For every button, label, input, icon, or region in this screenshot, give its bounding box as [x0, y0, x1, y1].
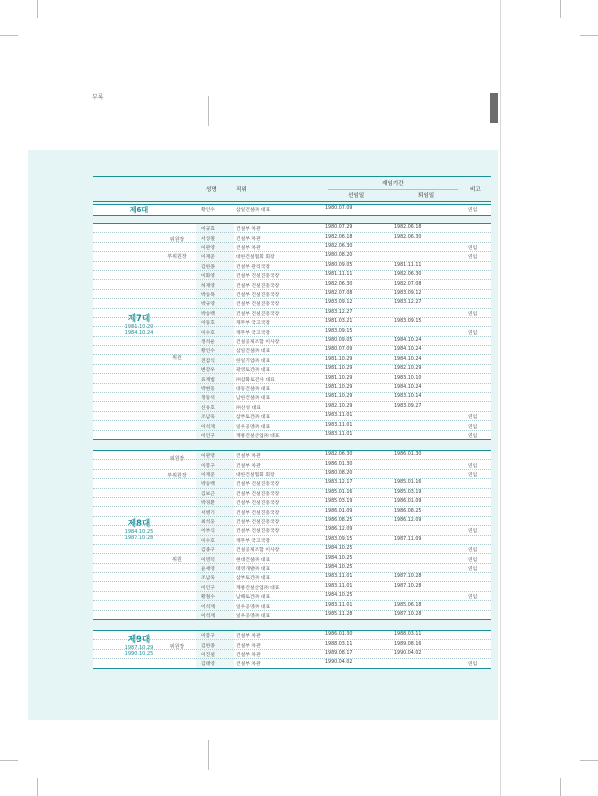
cell-name: 변강우	[201, 368, 215, 374]
cell-name: 김한종	[201, 643, 215, 649]
table-row	[93, 564, 491, 573]
cell-pos: 일우공영㈜ 대표	[236, 604, 271, 610]
cell-name: 윤세영	[201, 566, 215, 572]
cell-pos: 대한건설협회 회장	[236, 473, 275, 479]
cell-pos: 건설공제조합 이사장	[236, 548, 280, 554]
cell-start: 1981.10.29	[325, 366, 353, 372]
cell-note: 연임	[468, 330, 478, 336]
cell-pos: 건설부 건설진흥국장	[236, 520, 280, 526]
cell-pos: 건설부 건설진흥국장	[236, 501, 280, 507]
header-end: 퇴임일	[418, 193, 435, 199]
cell-pos: 건설부 관리국장	[236, 264, 270, 270]
table-row	[93, 601, 491, 610]
cell-pos: 계룡건설산업㈜ 대표	[236, 585, 280, 591]
table-row	[93, 421, 491, 430]
table-row	[93, 309, 491, 318]
cell-start: 1983.11.01	[325, 602, 353, 608]
gen-title: 제8대	[127, 518, 151, 529]
cell-start: 1982.06.18	[325, 234, 353, 240]
table-row	[93, 243, 491, 252]
table-row	[93, 592, 491, 601]
cell-name: 표재범	[201, 377, 215, 383]
cell-start: 1984.10.25	[325, 546, 353, 552]
cell-pos: 건설부 건설진흥국장	[236, 283, 280, 289]
cell-start: 1980.08.20	[325, 253, 353, 259]
table-row	[93, 554, 491, 563]
cell-start: 1980.09.05	[325, 262, 353, 268]
cell-end: 1983.12.27	[394, 300, 422, 306]
cell-pos: 한일기업㈜ 대표	[236, 358, 271, 364]
table-row	[93, 393, 491, 402]
cell-name: 조남욱	[201, 415, 215, 421]
cell-pos: 계룡건설산업㈜ 대표	[236, 433, 280, 439]
cell-start: 1986.01.30	[325, 461, 353, 467]
table-row	[93, 498, 491, 507]
cell-name: 박승백	[201, 482, 215, 488]
cell-name: 황인수	[201, 349, 215, 355]
table-row	[93, 536, 491, 545]
cell-name: 이석재	[201, 424, 215, 430]
cell-name: 이수호	[201, 330, 215, 336]
cell-name: 정동석	[201, 396, 215, 402]
cell-name: 김보근	[201, 491, 215, 497]
section-g9	[93, 630, 491, 669]
cell-end: 1983.10.14	[394, 394, 422, 400]
role-label: 위원장	[169, 237, 185, 243]
cell-note: 연임	[468, 255, 478, 261]
cell-start: 1984.10.25	[325, 593, 353, 599]
cell-pos: 건설부 차관	[236, 463, 261, 469]
cell-end: 1986.01.30	[394, 452, 422, 458]
cell-pos: 삼부토건㈜ 대표	[236, 576, 271, 582]
cell-name: 이부식	[201, 529, 215, 535]
cell-start: 1982.06.30	[325, 452, 353, 458]
cell-start: 1983.11.01	[325, 431, 353, 437]
cell-pos: 재무부 국고국장	[236, 321, 270, 327]
cell-name: 김태영	[201, 662, 215, 668]
header-term: 재임기간	[382, 181, 404, 187]
gen-date: 1984.10.24	[124, 330, 154, 336]
cell-name: 이인구	[201, 433, 215, 439]
cell-name: 이석재	[201, 604, 215, 610]
role-label: 위원	[172, 355, 182, 361]
cell-end: 1985.01.16	[394, 480, 422, 486]
cell-end: 1982.06.30	[394, 272, 422, 278]
cell-start: 1980.07.09	[325, 206, 353, 212]
table-row	[93, 374, 491, 383]
cell-end: 1984.10.24	[394, 384, 422, 390]
table-row	[93, 346, 491, 355]
cell-end: 1985.03.19	[394, 489, 422, 495]
cell-name: 이봉구	[201, 634, 215, 640]
cell-start: 1983.12.27	[325, 309, 353, 315]
cell-name: 박규영	[201, 302, 215, 308]
cell-name: 이영덕	[201, 557, 215, 563]
cell-pos: ㈜삼화토건사 대표	[236, 377, 275, 383]
cell-pos: 건설부 차관	[236, 236, 261, 242]
cell-start: 1986.08.25	[325, 518, 353, 524]
cell-pos: 건설부 차관	[236, 643, 261, 649]
cell-start: 1981.03.21	[325, 319, 353, 325]
table-row	[93, 233, 491, 242]
cell-start: 1989.08.17	[325, 651, 353, 657]
cell-name: 박승목	[201, 293, 215, 299]
cell-pos: ㈜신성 대표	[236, 405, 261, 411]
cell-name: 이재준	[201, 255, 215, 261]
cell-note: 연임	[468, 557, 478, 563]
table-row	[93, 650, 491, 659]
cell-end: 1988.03.11	[394, 632, 422, 638]
cell-start: 1988.03.11	[325, 641, 353, 647]
cell-end: 1983.09.27	[394, 403, 422, 409]
cell-pos: 건설부 차관	[236, 454, 261, 460]
cell-pos: 건설부 차관	[236, 653, 261, 659]
cell-name: 이인구	[201, 585, 215, 591]
cell-name: 이화영	[201, 274, 215, 280]
cell-name: 이규효	[201, 227, 215, 233]
cell-start: 1980.07.29	[325, 225, 353, 231]
table-row	[93, 280, 491, 289]
cell-start: 1982.07.08	[325, 291, 353, 297]
cell-start: 1982.06.30	[325, 244, 353, 250]
cell-name: 박현동	[201, 386, 215, 392]
cell-end: 1987.11.09	[394, 536, 422, 542]
gen-title: 제7대	[127, 314, 151, 324]
table-row	[93, 517, 491, 526]
cell-pos: 재무부 국고국장	[236, 538, 270, 544]
table-row	[93, 460, 491, 469]
cell-start: 1980.08.20	[325, 471, 353, 477]
role-label: 위원장	[169, 455, 185, 462]
cell-end: 1983.09.12	[394, 291, 422, 297]
header-start: 선임일	[348, 193, 365, 199]
cell-end: 1986.01.09	[394, 499, 422, 505]
cell-pos: 일우공영㈜ 대표	[236, 424, 271, 430]
cell-pos: 건설부 건설진흥국장	[236, 293, 280, 299]
cell-note: 연임	[468, 566, 478, 572]
table-row	[93, 412, 491, 421]
page-label: 부록	[92, 94, 104, 101]
role-label: 위원장	[169, 644, 185, 651]
gen-date: 1990.10.25	[124, 651, 154, 658]
gen-date: 1987.10.28	[124, 534, 154, 541]
cell-name: 이수호	[201, 538, 215, 544]
cell-name: 이동호	[201, 321, 215, 327]
cell-end: 1983.09.15	[394, 319, 422, 325]
cell-name: 서상철	[201, 236, 215, 242]
table-row	[93, 640, 491, 652]
gen-title: 제9대	[127, 635, 151, 646]
cell-name: 김종구	[201, 548, 215, 554]
cell-name: 정석운	[201, 339, 215, 345]
cell-name: 이진설	[201, 653, 215, 659]
cell-end: 1987.10.28	[394, 611, 422, 617]
cell-end: 1981.11.11	[394, 262, 422, 268]
table-row	[93, 507, 491, 516]
cell-end: 1982.06.18	[394, 225, 422, 231]
role-label: 위원	[172, 556, 182, 563]
cell-end: 1983.10.10	[394, 375, 422, 381]
cell-start: 1985.03.19	[325, 499, 353, 505]
cell-end: 1989.08.16	[394, 641, 422, 647]
cell-name: 조남욱	[201, 576, 215, 582]
cell-start: 1981.10.29	[325, 384, 353, 390]
header-position: 직위	[236, 187, 247, 193]
cell-pos: 건설공제조합 이사장	[236, 339, 280, 345]
header-note: 비고	[470, 187, 481, 193]
cell-pos: 건설부 건설진흥국장	[236, 491, 280, 497]
table-row	[93, 355, 491, 364]
cell-start: 1983.11.01	[325, 583, 353, 589]
cell-pos: 건설부 차관	[236, 246, 261, 252]
cell-start: 1981.10.29	[325, 375, 353, 381]
cell-name: 이석재	[201, 613, 215, 619]
cell-note: 연임	[468, 473, 478, 479]
section-g8	[93, 450, 491, 620]
cell-pos: 건설부 건설진흥국장	[236, 274, 280, 280]
cell-start: 1983.11.01	[325, 413, 353, 419]
cell-name: 황인수	[201, 208, 215, 214]
cell-pos: 대동건설㈜ 대표	[236, 386, 271, 392]
cell-start: 1980.09.05	[325, 337, 353, 343]
cell-name: 황철수	[201, 595, 215, 601]
cell-start: 1984.10.25	[325, 564, 353, 570]
table-row	[93, 337, 491, 346]
cell-start: 1986.01.30	[325, 632, 353, 638]
cell-pos: 건설부 차관	[236, 227, 261, 233]
cell-end: 1984.10.24	[394, 356, 422, 362]
cell-name: 이관영	[201, 246, 215, 252]
cell-pos: 남해토건㈜ 대표	[236, 595, 271, 601]
table-row	[93, 402, 491, 411]
committee-table	[93, 176, 491, 669]
table-row	[93, 384, 491, 393]
table-row	[93, 299, 491, 308]
gen-date: 1981.10.29	[124, 324, 154, 330]
cell-pos: 건설부 차관	[236, 662, 261, 668]
gen-date: 1984.10.25	[124, 528, 154, 535]
cell-name: 이재준	[201, 473, 215, 479]
cell-name: 허재영	[201, 283, 215, 289]
table-row	[93, 271, 491, 280]
cell-note: 연임	[468, 311, 478, 317]
cell-note: 연임	[468, 463, 478, 469]
cell-end: 1984.10.24	[394, 337, 422, 343]
cell-note: 연임	[468, 595, 478, 601]
table-row	[93, 262, 491, 271]
cell-name: 신유호	[201, 405, 215, 411]
cell-start: 1986.01.09	[325, 508, 353, 514]
cell-end: 1984.10.24	[394, 347, 422, 353]
cell-start: 1981.10.29	[325, 394, 353, 400]
cell-end: 1987.10.28	[394, 583, 422, 589]
cell-name: 최석웅	[201, 520, 215, 526]
cell-end: 1982.06.30	[394, 234, 422, 240]
cell-pos: 삼일건설㈜ 대표	[236, 208, 271, 214]
cell-note: 연임	[468, 662, 478, 668]
section-g7	[93, 223, 491, 440]
table-row	[93, 545, 491, 554]
gen-title: 제6대	[129, 206, 149, 214]
cell-pos: 대한건설협회 회장	[236, 255, 275, 261]
table-row	[93, 470, 491, 479]
cell-start: 1980.07.09	[325, 347, 353, 353]
cell-end: 1986.12.09	[394, 518, 422, 524]
table-row	[93, 451, 491, 460]
cell-pos: 재무부 국고국장	[236, 330, 270, 336]
table-row	[93, 573, 491, 582]
cell-start: 1983.11.01	[325, 574, 353, 580]
cell-name: 박승백	[201, 311, 215, 317]
table-row	[93, 224, 491, 233]
table-row	[93, 526, 491, 535]
table-row	[93, 252, 491, 261]
cell-name: 이관영	[201, 454, 215, 460]
cell-start: 1986.12.09	[325, 527, 353, 533]
cell-start: 1983.09.15	[325, 536, 353, 542]
cell-end: 1987.10.28	[394, 574, 422, 580]
cell-start: 1983.12.17	[325, 480, 353, 486]
cell-start: 1983.09.15	[325, 328, 353, 334]
cell-pos: 광영토건㈜ 대표	[236, 368, 271, 374]
section-g6	[93, 204, 491, 216]
cell-start: 1983.11.01	[325, 422, 353, 428]
cell-note: 연임	[468, 529, 478, 535]
cell-start: 1990.04.02	[325, 660, 353, 666]
cell-end: 1982.10.29	[394, 366, 422, 372]
cell-pos: 일우공영㈜ 대표	[236, 613, 271, 619]
cell-pos: 건설부 차관	[236, 634, 261, 640]
cell-pos: 남한건설㈜ 대표	[236, 396, 271, 402]
cell-note: 연임	[468, 548, 478, 554]
cell-note: 연임	[468, 208, 478, 214]
table-row	[93, 290, 491, 299]
cell-pos: 건설부 건설진흥국장	[236, 529, 280, 535]
cell-start: 1982.06.30	[325, 281, 353, 287]
cell-start: 1985.11.28	[325, 611, 353, 617]
header-name: 성명	[206, 187, 217, 193]
cell-pos: 건설부 건설진흥국장	[236, 311, 280, 317]
table-row	[93, 327, 491, 336]
table-row	[93, 318, 491, 327]
cell-end: 1985.06.18	[394, 602, 422, 608]
cell-pos: 태영개발㈜ 대표	[236, 566, 271, 572]
table-row	[93, 489, 491, 498]
cell-name: 박경환	[201, 501, 215, 507]
cell-pos: 건설부 건설진흥국장	[236, 302, 280, 308]
cell-note: 연임	[468, 246, 478, 252]
gen-date: 1987.10.29	[124, 645, 154, 652]
cell-pos: 건설부 건설진흥국장	[236, 482, 280, 488]
cell-name: 김한종	[201, 264, 215, 270]
table-row	[93, 611, 491, 619]
cell-start: 1984.10.25	[325, 555, 353, 561]
cell-end: 1986.08.25	[394, 508, 422, 514]
table-row	[93, 431, 491, 439]
cell-name: 이봉구	[201, 463, 215, 469]
table-row	[93, 365, 491, 374]
cell-pos: 현대건설㈜ 대표	[236, 557, 271, 563]
cell-start: 1981.11.11	[325, 272, 353, 278]
cell-start: 1985.01.16	[325, 489, 353, 495]
role-label: 부위원장	[167, 254, 187, 260]
cell-name: 서병기	[201, 510, 215, 516]
table-row	[93, 631, 491, 640]
cell-start: 1983.09.12	[325, 300, 353, 306]
chapter-tab	[490, 93, 498, 123]
cell-start: 1982.10.29	[325, 403, 353, 409]
cell-note: 연임	[468, 424, 478, 430]
cell-pos: 삼일건설㈜ 대표	[236, 349, 271, 355]
cell-pos: 건설부 건설진흥국장	[236, 510, 280, 516]
cell-end: 1990.04.02	[394, 651, 422, 657]
table-header	[93, 176, 491, 202]
cell-name: 전갑식	[201, 358, 215, 364]
cell-end: 1982.07.08	[394, 281, 422, 287]
cell-note: 연임	[468, 433, 478, 439]
cell-start: 1981.10.29	[325, 356, 353, 362]
cell-pos: 삼부토건㈜ 대표	[236, 415, 271, 421]
role-label: 부위원장	[167, 472, 187, 479]
table-row	[93, 659, 491, 667]
table-row	[93, 582, 491, 591]
cell-note: 연임	[468, 415, 478, 421]
table-row	[93, 479, 491, 488]
